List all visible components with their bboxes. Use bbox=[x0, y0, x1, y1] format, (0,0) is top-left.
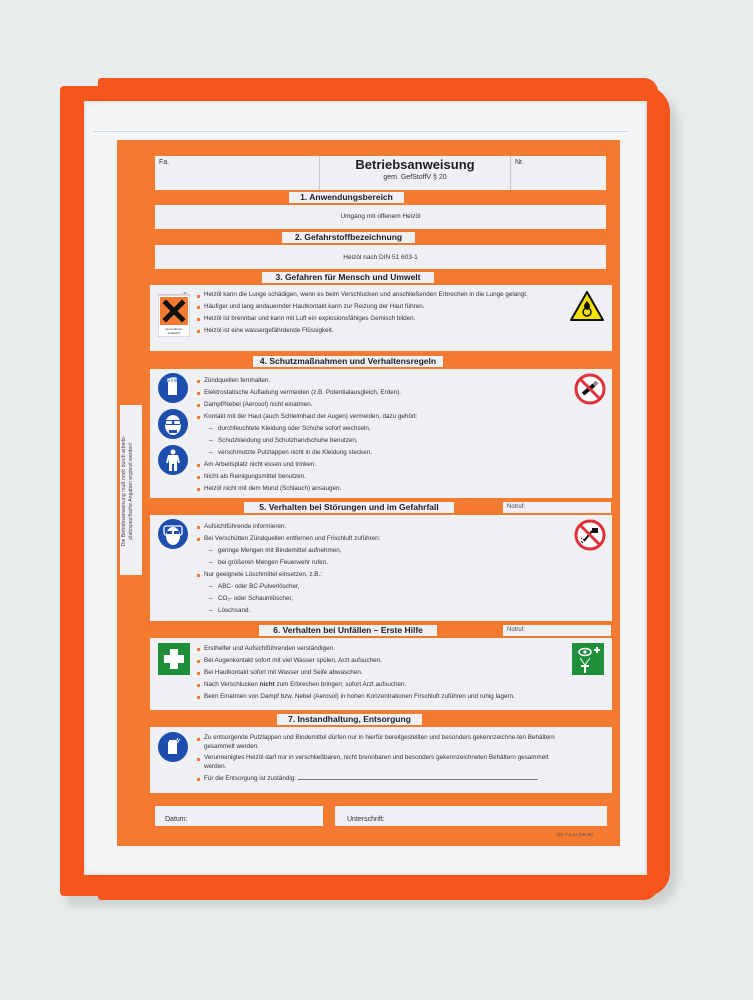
side-note bbox=[120, 405, 142, 575]
gloves-mandatory-icon bbox=[158, 373, 188, 403]
list-subitem: – verschmutzte Putzlappen nicht in die Kleidung stecken. bbox=[196, 447, 576, 459]
firm-label: Fa. bbox=[159, 159, 170, 166]
list-item bbox=[196, 773, 566, 785]
no-smoking-icon bbox=[574, 373, 606, 405]
list-item: Bei Augenkontakt sofort mit viel Wasser spülen, Arzt aufsuchen. bbox=[196, 655, 596, 667]
list-item: Aufsichtführende informieren. bbox=[196, 521, 576, 533]
list-item-text: zum Erbrechen bringen; sofort Arzt aufsuchen. bbox=[274, 681, 407, 688]
list-item: Beim Einatmen von Dampf bzw. Nebel (Aerosol) in hohen Konzentrationen Frischluft zuführen und ruhig lagern. bbox=[196, 691, 596, 703]
section-5-emergency-field: Notruf: bbox=[503, 502, 611, 513]
number-label: Nr. bbox=[515, 159, 524, 166]
list-subitem: – Schutzkleidung und Schutzhandschuhe benutzen, bbox=[196, 435, 576, 447]
list-item: Dampf/Nebel (Aerosol) nicht einatmen. bbox=[196, 399, 576, 411]
first-aid-cross-icon bbox=[158, 643, 190, 675]
list-item: Kontakt mit der Haut (auch Schleimhaut der Augen) vermeiden, dazu gehört: bbox=[196, 411, 576, 423]
section-6-panel bbox=[150, 638, 612, 710]
svg-text:Gesundheits-: Gesundheits- bbox=[165, 327, 183, 331]
section-2-heading: 2. Gefahrstoffbezeichnung bbox=[282, 232, 415, 243]
section-2-panel bbox=[155, 245, 606, 269]
section-5-heading: 5. Verhalten bei Störungen und im Gefahrfall bbox=[244, 502, 454, 513]
list-item: Bei Verschütten Zündquellen entfernen und Frischluft zuführen: bbox=[196, 533, 576, 545]
section-1-panel bbox=[155, 205, 606, 229]
list-item: Heizöl kann die Lunge schädigen, wenn es beim Verschlucken und anschließenden Erbrechen in die Lunge gelangt. bbox=[196, 290, 566, 299]
protective-suit-mandatory-icon bbox=[158, 445, 188, 475]
svg-text:Xn: Xn bbox=[183, 291, 187, 295]
list-item: Bei Hautkontakt sofort mit Wasser und Seife abwaschen. bbox=[196, 667, 596, 679]
list-item: Nur geeignete Löschmittel einsetzen, z.B.: bbox=[196, 569, 576, 581]
section-5-panel bbox=[150, 515, 612, 621]
section-3-list bbox=[196, 289, 566, 337]
section-7-panel bbox=[150, 727, 612, 793]
list-item: Ersthelfer und Aufsichtführenden verständigen. bbox=[196, 643, 596, 655]
list-subitem: – bei größeren Mengen Feuerwehr rufen. bbox=[196, 557, 576, 569]
list-item: Zu entsorgende Putzlappen und Bindemittel dürfen nur in hierfür bereitgestellten und besonders gekennzeichne-ten Behältern gesammelt werden. bbox=[196, 733, 566, 751]
side-note-line-1: Die Betriebsanweisung muß noch durch arbeits- bbox=[121, 435, 127, 547]
harmful-x-icon bbox=[158, 291, 190, 337]
section-7-heading: 7. Instandhaltung, Entsorgung bbox=[277, 714, 422, 725]
list-item-emphasis: nicht bbox=[259, 681, 275, 688]
list-item-text: Nach Verschlucken bbox=[204, 681, 260, 688]
section-3-panel bbox=[150, 285, 612, 351]
form-code: BG-7.3.34 (09.98) bbox=[557, 832, 594, 837]
document-title: Betriebsanweisung bbox=[355, 157, 475, 172]
number-field bbox=[511, 156, 606, 190]
firm-field bbox=[155, 156, 320, 190]
section-4-list bbox=[196, 375, 576, 495]
signature-field bbox=[335, 806, 607, 826]
operating-instructions-sheet bbox=[117, 140, 620, 846]
section-4-heading: 4. Schutzmaßnahmen und Verhaltensregeln bbox=[253, 356, 443, 367]
list-item bbox=[196, 679, 596, 691]
list-item: Nicht als Reinigungsmittel benutzen. bbox=[196, 471, 576, 483]
goggles-mask-mandatory-icon bbox=[158, 409, 188, 439]
frame-bottom-rail bbox=[98, 886, 658, 900]
pocket-opening bbox=[93, 113, 628, 132]
no-water-extinguishing-icon bbox=[574, 519, 606, 551]
list-item: Am Arbeitsplatz nicht essen und trinken. bbox=[196, 459, 576, 471]
svg-text:schädlich: schädlich bbox=[167, 331, 181, 335]
section-6-heading: 6. Verhalten bei Unfällen – Erste Hilfe bbox=[259, 625, 437, 636]
date-field bbox=[155, 806, 323, 826]
date-label: Datum: bbox=[165, 816, 188, 823]
list-item: Häufiger und lang andauernder Hautkontakt kann zur Reizung der Haut führen. bbox=[196, 301, 566, 313]
side-note-line-2: platzspezifische Angaben ergänzt werden! bbox=[128, 442, 134, 540]
section-6-emergency-field: Notruf: bbox=[503, 625, 611, 636]
list-item: Zündquellen fernhalten. bbox=[196, 375, 576, 387]
list-subitem: – ABC- oder BC-Pulverlöscher, bbox=[196, 581, 576, 593]
list-subitem: – Löschsand. bbox=[196, 605, 576, 617]
eye-wash-icon bbox=[572, 643, 604, 675]
section-4-panel bbox=[150, 369, 612, 498]
document-subtitle: gem. GefStoffV § 20 bbox=[383, 174, 447, 181]
face-shield-mandatory-icon bbox=[158, 519, 188, 549]
flammable-warning-icon bbox=[570, 291, 604, 321]
section-7-list bbox=[196, 732, 566, 785]
section-1-heading: 1. Anwendungsbereich bbox=[289, 192, 404, 203]
section-3-heading: 3. Gefahren für Mensch und Umwelt bbox=[262, 272, 434, 283]
responsible-person-line bbox=[298, 773, 538, 780]
list-item: Verunreinigtes Heizöl darf nur in verschließbaren, nicht brennbaren und besonders gekennzeichneten Behältern gesammelt werden. bbox=[196, 753, 566, 771]
side-note-text bbox=[121, 406, 141, 576]
section-2-text: Heizöl nach DIN 51 603-1 bbox=[343, 254, 418, 261]
list-item: Heizöl ist brennbar und kann mit Luft ein explosionsfähiges Gemisch bilden. bbox=[196, 313, 566, 325]
list-item: Heizöl ist eine wassergefährdende Flüssigkeit. bbox=[196, 325, 566, 337]
list-item-text: Für die Entsorgung ist zuständig: bbox=[204, 775, 297, 782]
list-item: Heizöl nicht mit dem Mund (Schlauch) ansaugen. bbox=[196, 483, 576, 495]
list-item: Elektrostatische Aufladung vermeiden (z.B. Potentialausgleich, Erden). bbox=[196, 387, 576, 399]
signature-label: Unterschrift: bbox=[347, 816, 385, 823]
section-6-list bbox=[196, 643, 596, 703]
list-subitem: – geringe Mengen mit Bindemittel aufnehmen, bbox=[196, 545, 576, 557]
list-subitem: – CO₂- oder Schaumlöscher, bbox=[196, 593, 576, 605]
section-5-list bbox=[196, 521, 576, 617]
waste-container-mandatory-icon bbox=[158, 732, 188, 762]
section-1-text: Umgang mit offenem Heizöl bbox=[340, 213, 421, 220]
list-subitem: – durchfeuchtete Kleidung oder Schuhe sofort wechseln, bbox=[196, 423, 576, 435]
